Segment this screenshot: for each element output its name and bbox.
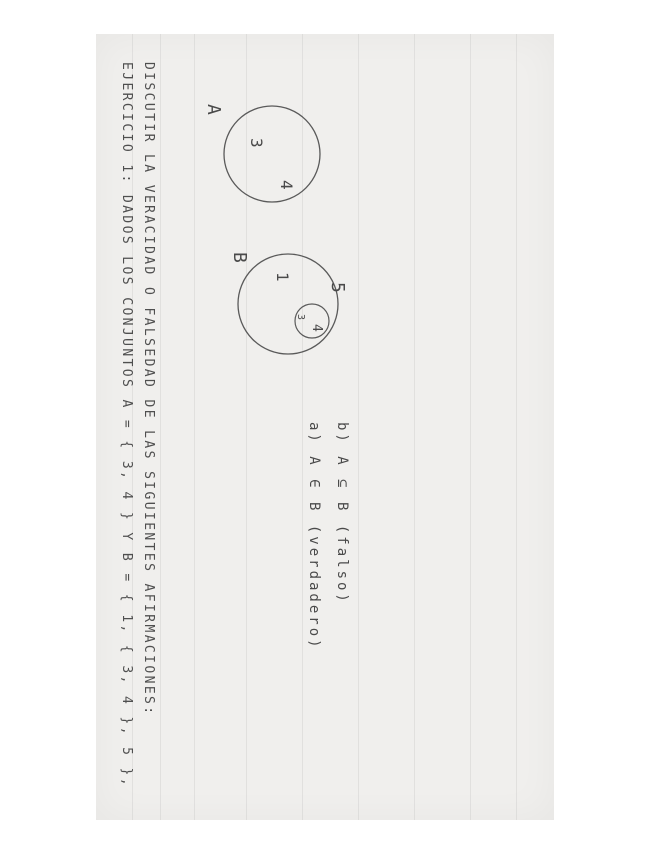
- set-b-label: B: [229, 252, 250, 263]
- inner-set-circle: [295, 304, 329, 338]
- statement-b: b) A ⊆ B (falso): [334, 422, 350, 605]
- handwritten-content: [96, 34, 554, 820]
- set-b-element-1: 1: [273, 272, 292, 282]
- inner-set-element-4: 4: [309, 324, 324, 332]
- set-a-label: A: [203, 104, 224, 115]
- inner-set-element-3: 3: [295, 314, 306, 321]
- exercise-statement-line-2: DISCUTIR LA VERACIDAD O FALSEDAD DE LAS SIGUIENTES AFIRMACIONES:: [141, 62, 156, 717]
- set-b-circle: [238, 254, 338, 354]
- rotated-sheet: [96, 34, 554, 820]
- set-a-element-4: 4: [277, 180, 296, 190]
- statement-a: a) A ∈ B (verdadero): [306, 422, 322, 651]
- exercise-statement-line-1: EJERCICIO 1: DADOS LOS CONJUNTOS A = { 3, 4 } Y B = { 1, { 3, 4 }, 5 },: [119, 62, 134, 789]
- venn-diagrams: [96, 34, 554, 820]
- set-a-circle: [224, 106, 320, 202]
- set-a-element-3: 3: [247, 138, 266, 148]
- set-b-element-5: 5: [327, 282, 348, 293]
